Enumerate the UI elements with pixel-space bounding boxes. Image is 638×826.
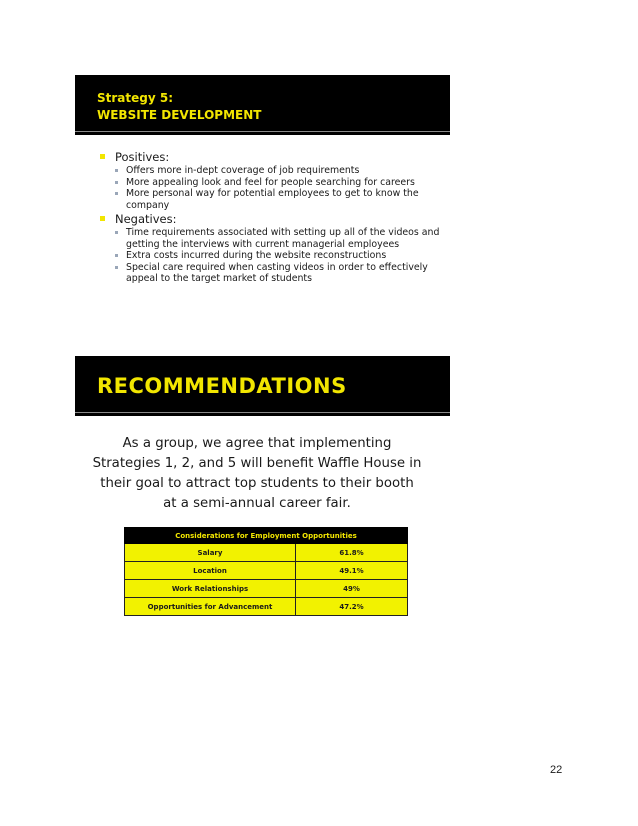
positive-item-text: More appealing look and feel for people searching for careers <box>126 176 415 188</box>
recommendations-text: As a group, we agree that implementing Strategies 1, 2, and 5 will benefit Waffle House in their goal to attract top students to their booth at a semi-annual career fair. <box>92 436 422 511</box>
list-item <box>100 262 445 285</box>
positive-item-text: More personal way for potential employees to get to know the company <box>126 188 419 211</box>
positives-label: Positives: <box>115 150 170 164</box>
gray-square-bullet-icon <box>115 192 118 195</box>
negative-item-text: Extra costs incurred during the website reconstructions <box>126 250 387 261</box>
yellow-square-bullet-icon <box>100 216 105 221</box>
table-row <box>125 544 408 562</box>
recommendations-header <box>75 356 450 416</box>
considerations-table <box>124 527 408 616</box>
negatives-label: Negatives: <box>115 212 177 226</box>
negative-item-text: Time requirements associated with setting up all of the videos and getting the interviews with current managerial employees <box>126 227 440 250</box>
gray-square-bullet-icon <box>115 254 118 257</box>
table-header: Considerations for Employment Opportunities <box>125 528 408 544</box>
strategy-5-header <box>75 75 450 135</box>
strategy-5-title-line1: Strategy 5: <box>97 91 174 105</box>
positive-item-text: Offers more in-dept coverage of job requirements <box>126 165 360 176</box>
gray-square-bullet-icon <box>115 169 118 172</box>
gray-square-bullet-icon <box>115 266 118 269</box>
table-row <box>125 598 408 616</box>
table-cell-consideration: Location <box>125 562 296 580</box>
gray-square-bullet-icon <box>115 231 118 234</box>
list-item <box>100 227 445 250</box>
header-divider-line <box>75 412 450 413</box>
table-cell-consideration: Opportunities for Advancement <box>125 598 296 616</box>
negatives-heading <box>100 212 445 226</box>
strategy-5-bullets <box>100 150 445 286</box>
header-divider-line <box>75 131 450 132</box>
positives-list <box>100 165 445 211</box>
table-row <box>125 580 408 598</box>
table-row <box>125 562 408 580</box>
yellow-square-bullet-icon <box>100 154 105 159</box>
table-header-row <box>125 528 408 544</box>
positives-heading <box>100 150 445 164</box>
table-cell-percent: 47.2% <box>296 598 408 616</box>
negative-item-text: Special care required when casting videos in order to effectively appeal to the target market of students <box>126 261 428 284</box>
list-item <box>100 177 445 189</box>
list-item <box>100 188 445 211</box>
list-item <box>100 165 445 177</box>
table-cell-consideration: Work Relationships <box>125 580 296 598</box>
table-cell-percent: 49.1% <box>296 562 408 580</box>
page-number: 22 <box>550 764 563 776</box>
table-cell-percent: 61.8% <box>296 544 408 562</box>
gray-square-bullet-icon <box>115 181 118 184</box>
table-cell-consideration: Salary <box>125 544 296 562</box>
table-cell-percent: 49% <box>296 580 408 598</box>
negatives-list <box>100 227 445 285</box>
strategy-5-title-line2: WEBSITE DEVELOPMENT <box>97 108 262 122</box>
recommendations-title: RECOMMENDATIONS <box>97 374 347 398</box>
list-item <box>100 250 445 262</box>
